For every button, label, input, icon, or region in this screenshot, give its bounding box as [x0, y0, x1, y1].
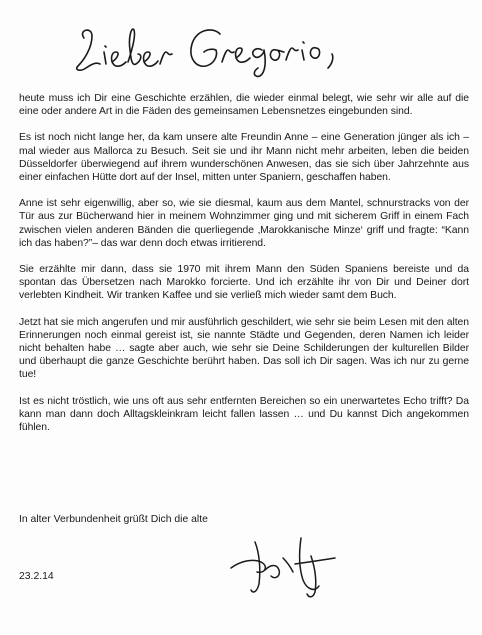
paragraph-2: Es ist noch nicht lange her, da kam unsere alte Freundin Anne – eine Generation jünger als ich – mal wieder aus Mallorca zu Besuch. Seit sie und ihr Mann nicht mehr arbeiten, leben die beiden Düsseldorfer überwiegend auf ihrem wunderschönen Anwesen, das sie sich über Jahrzehnte aus einer einfachen Hütte dort auf der Insel, mitten unter Spaniern, geschaffen haben.	[19, 132, 469, 184]
paragraph-5: Jetzt hat sie mich angerufen und mir ausführlich geschildert, wie sehr sie beim Lesen mit den alten Erinnerungen noch einmal gereist ist, sie nannte Städte und Gegenden, deren Namen ich leider nicht behalten habe … sagte aber auch, wie sehr sie Deine Schilderungen der kulturellen Bilder und überhaupt die ganze Geschichte berührt haben. Das soll ich Dir sagen. Was ich nur zu gerne tue!	[19, 316, 469, 381]
paragraph-3: Anne ist sehr eigenwillig, aber so, wie sie diesmal, kaum aus dem Mantel, schnurstracks von der Tür aus zur Bücherwand hier in meinem Wohnzimmer ging und mit sicherem Griff in einem Fach zwischen vielen anderen Bänden die querliegende ‚Marokkanische Minze‘ griff und fragte: “Kann ich das haben?”– das war denn doch etwas irritierend.	[19, 198, 469, 249]
paragraph-1: heute muss ich Dir eine Geschichte erzählen, die wieder einmal belegt, wie sehr wir alle auf die eine oder andere Art in die Fäden des gemeinsamen Lebensnetzes eingebunden sind.	[19, 93, 469, 118]
handwritten-salutation	[70, 18, 360, 80]
paragraph-4: Sie erzählte mir dann, dass sie 1970 mit ihrem Mann den Süden Spaniens bereiste und da spontan das Übersetzen nach Marokko forcierte. Und ich erzählte ihr von Dir und Deiner dort verlebten Kindheit. Wir tranken Kaffee und sie verließ mich wieder samt dem Buch.	[19, 264, 469, 302]
letter-body	[19, 92, 469, 447]
letter-date: 23.2.14	[19, 571, 54, 582]
paragraph-6: Ist es nicht tröstlich, wie uns oft aus sehr entfernten Bereichen so ein unerwartetes Echo trifft? Da kann man dann doch Alltagskleinkram leicht fallen lassen … und Du kannst Dich angekommen fühlen.	[19, 395, 469, 434]
handwritten-signature	[225, 528, 340, 600]
closing-line: In alter Verbundenheit grüßt Dich die alte	[19, 514, 208, 525]
